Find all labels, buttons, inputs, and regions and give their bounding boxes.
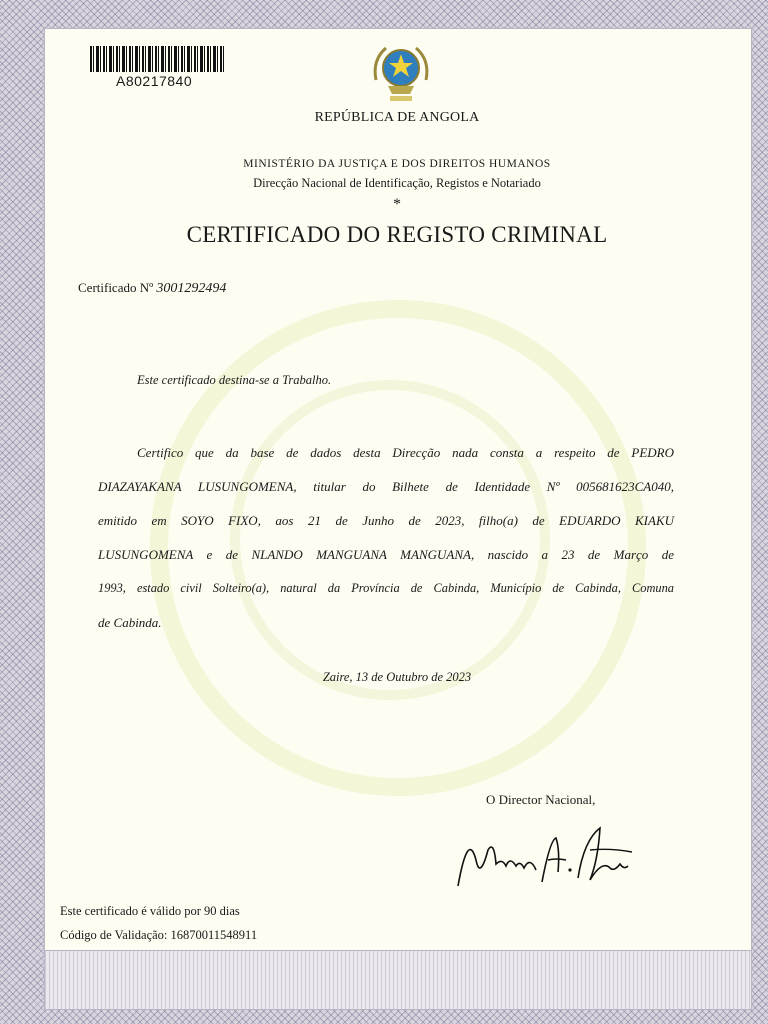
body-line: emitido em SOYO FIXO, aos 21 de Junho de 2023, filho(a) de EDUARDO KIAKU bbox=[98, 513, 674, 528]
body-line: DIAZAYAKANA LUSUNGOMENA, titular do Bilhete de Identidade Nº 005681623CA040, bbox=[98, 479, 674, 494]
certificate-purpose bbox=[137, 373, 331, 388]
certificate-number-label: Certificado Nº bbox=[78, 280, 154, 295]
handwritten-signature bbox=[450, 820, 640, 896]
asterisk-mark: * bbox=[393, 196, 401, 213]
document-title: CERTIFICADO DO REGISTO CRIMINAL bbox=[186, 222, 608, 247]
validity-notice: Este certificado é válido por 90 dias bbox=[60, 904, 240, 918]
directorate-name: Direcção Nacional de Identificação, Registos e Notariado bbox=[253, 176, 541, 190]
body-line: de Cabinda. bbox=[98, 615, 162, 630]
validation-code-value: 16870011548911 bbox=[170, 928, 258, 942]
watermark-seal-inner bbox=[230, 380, 550, 700]
validation-code bbox=[60, 928, 257, 943]
signatory-title: O Director Nacional, bbox=[486, 792, 596, 807]
barcode-number: A80217840 bbox=[116, 73, 193, 89]
purpose-prefix: Este certificado destina-se a bbox=[137, 373, 279, 387]
bottom-security-band bbox=[44, 950, 752, 1010]
body-line: Certifico que da base de dados desta Direcção nada consta a respeito de PEDRO bbox=[137, 445, 674, 460]
body-line: 1993, estado civil Solteiro(a), natural da Província de Cabinda, Município de Cabinda, Comuna bbox=[98, 581, 674, 595]
certificate-number bbox=[78, 280, 226, 297]
barcode bbox=[90, 46, 224, 72]
certificate-number-value: 3001292494 bbox=[156, 281, 227, 296]
purpose-value: Trabalho. bbox=[282, 373, 332, 387]
validation-code-label: Código de Validação: bbox=[60, 928, 168, 942]
place-and-date: Zaire, 13 de Outubro de 2023 bbox=[322, 670, 472, 684]
ministry-name: MINISTÉRIO DA JUSTIÇA E DOS DIREITOS HUMANOS bbox=[243, 158, 551, 170]
angola-emblem-icon bbox=[368, 40, 434, 106]
country-name: REPÚBLICA DE ANGOLA bbox=[314, 110, 480, 125]
body-line: LUSUNGOMENA e de NLANDO MANGUANA MANGUANA, nascido a 23 de Março de bbox=[98, 547, 674, 562]
